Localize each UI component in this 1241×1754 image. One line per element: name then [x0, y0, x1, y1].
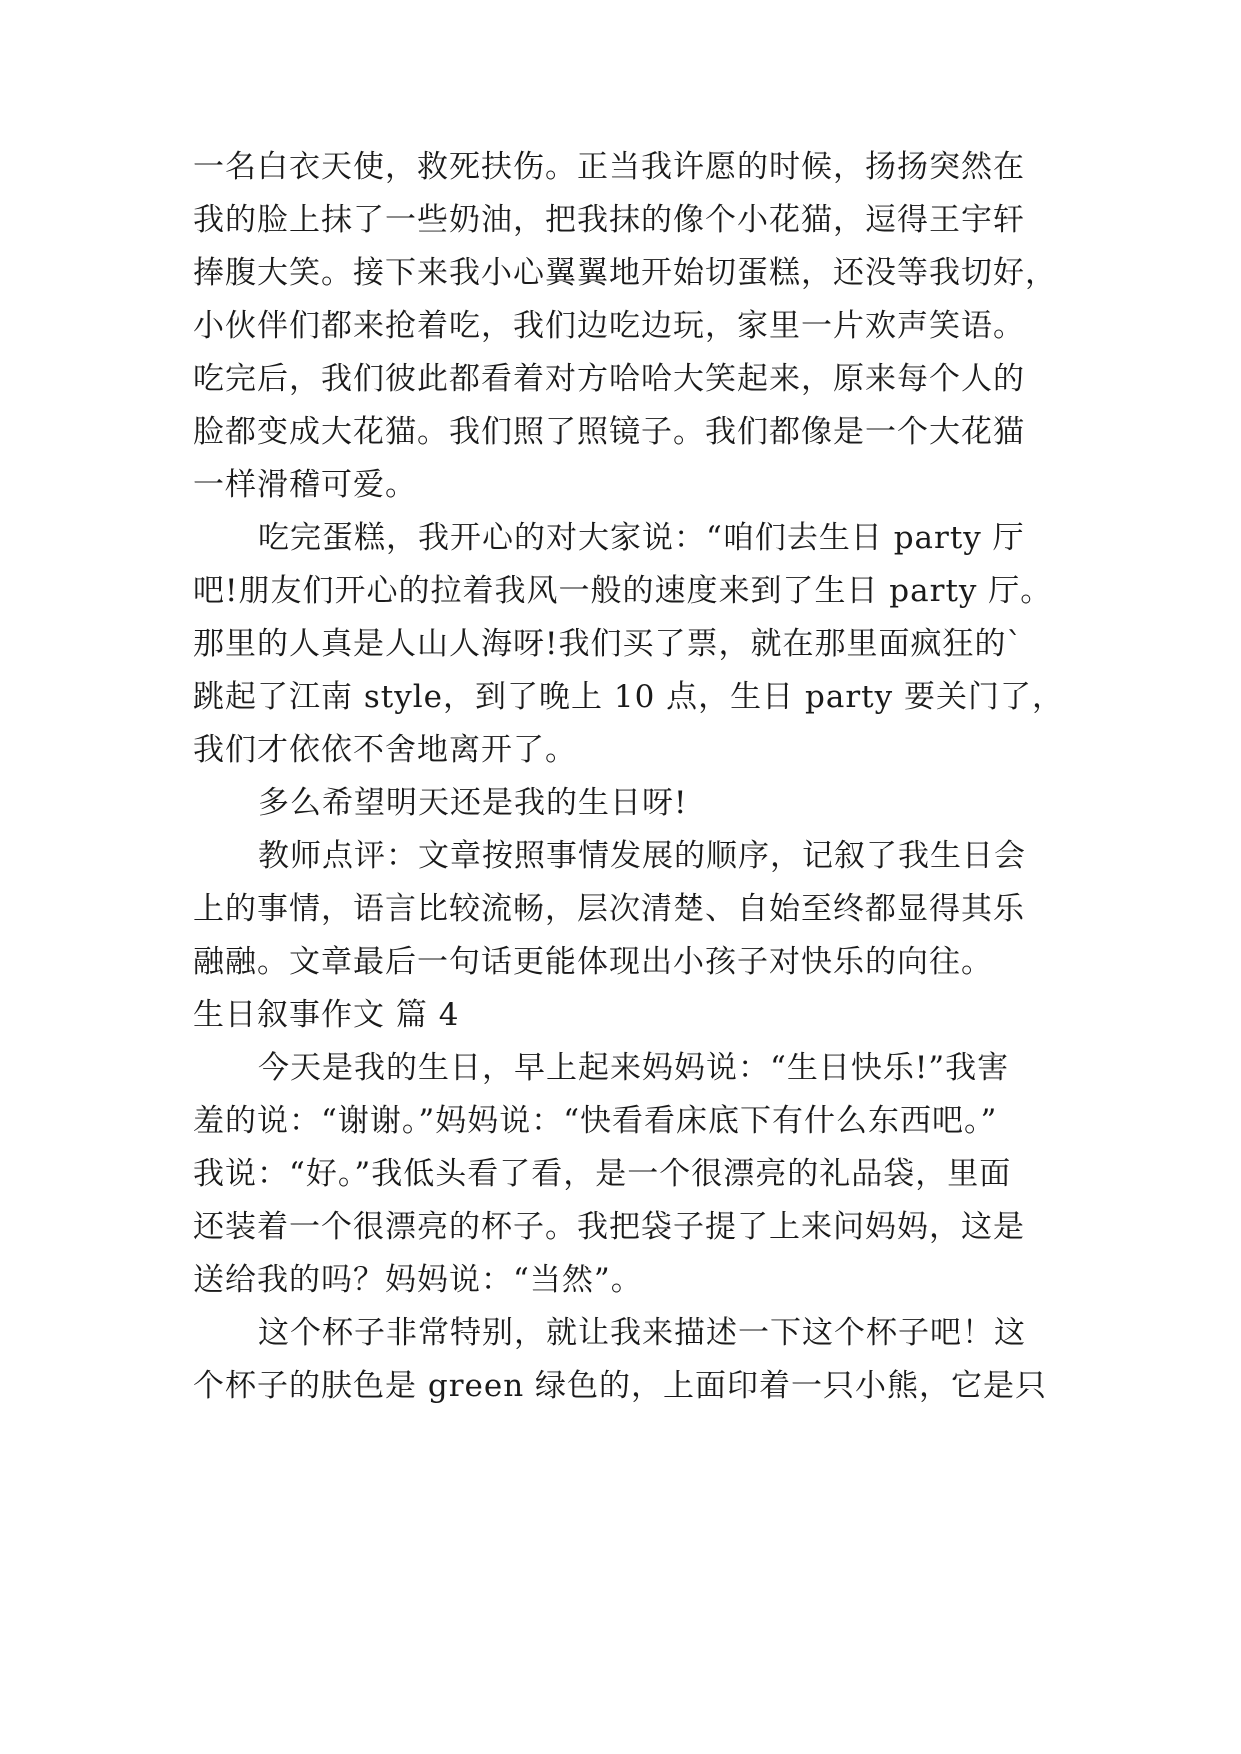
- text-line: 多么希望明天还是我的生日呀!: [258, 785, 688, 821]
- text-line: 教师点评：文章按照事情发展的顺序，记叙了我生日会: [258, 838, 1026, 874]
- text-line: 捧腹大笑。接下来我小心翼翼地开始切蛋糕，还没等我切好，: [193, 255, 1057, 291]
- text-line: 我们才依依不舍地离开了。: [193, 732, 577, 768]
- text-line: 吃完蛋糕，我开心的对大家说：“咱们去生日 party 厅: [258, 520, 1025, 556]
- text-line: 融融。文章最后一句话更能体现出小孩子对快乐的向往。: [193, 944, 993, 980]
- text-line: 这个杯子非常特别，就让我来描述一下这个杯子吧！这: [258, 1315, 1026, 1351]
- text-line: 跳起了江南 style，到了晚上 10 点，生日 party 要关门了，: [193, 679, 1064, 715]
- text-line: 一样滑稽可爱。: [193, 467, 417, 503]
- section-heading: 生日叙事作文 篇 4: [193, 997, 460, 1033]
- text-line: 我说：“好。”我低头看了看，是一个很漂亮的礼品袋，里面: [193, 1156, 1012, 1192]
- text-line: 小伙伴们都来抢着吃，我们边吃边玩，家里一片欢声笑语。: [193, 308, 1025, 344]
- text-line: 今天是我的生日，早上起来妈妈说：“生日快乐!”我害: [258, 1050, 1010, 1086]
- text-line: 吧!朋友们开心的拉着我风一般的速度来到了生日 party 厅。: [193, 573, 1053, 609]
- text-line: 我的脸上抹了一些奶油，把我抹的像个小花猫，逗得王宇轩: [193, 202, 1025, 238]
- text-line: 还装着一个很漂亮的杯子。我把袋子提了上来问妈妈，这是: [193, 1209, 1025, 1245]
- text-line: 送给我的吗？妈妈说：“当然”。: [193, 1262, 643, 1298]
- text-line: 脸都变成大花猫。我们照了照镜子。我们都像是一个大花猫: [193, 414, 1025, 450]
- text-line: 那里的人真是人山人海呀!我们买了票，就在那里面疯狂的`: [193, 626, 1023, 662]
- text-line: 吃完后，我们彼此都看着对方哈哈大笑起来，原来每个人的: [193, 361, 1025, 397]
- text-line: 个杯子的肤色是 green 绿色的，上面印着一只小熊，它是只: [193, 1368, 1048, 1404]
- text-line: 上的事情，语言比较流畅，层次清楚、自始至终都显得其乐: [193, 891, 1025, 927]
- text-line: 一名白衣天使，救死扶伤。正当我许愿的时候，扬扬突然在: [193, 149, 1025, 185]
- text-line: 羞的说：“谢谢。”妈妈说：“快看看床底下有什么东西吧。”: [193, 1103, 998, 1139]
